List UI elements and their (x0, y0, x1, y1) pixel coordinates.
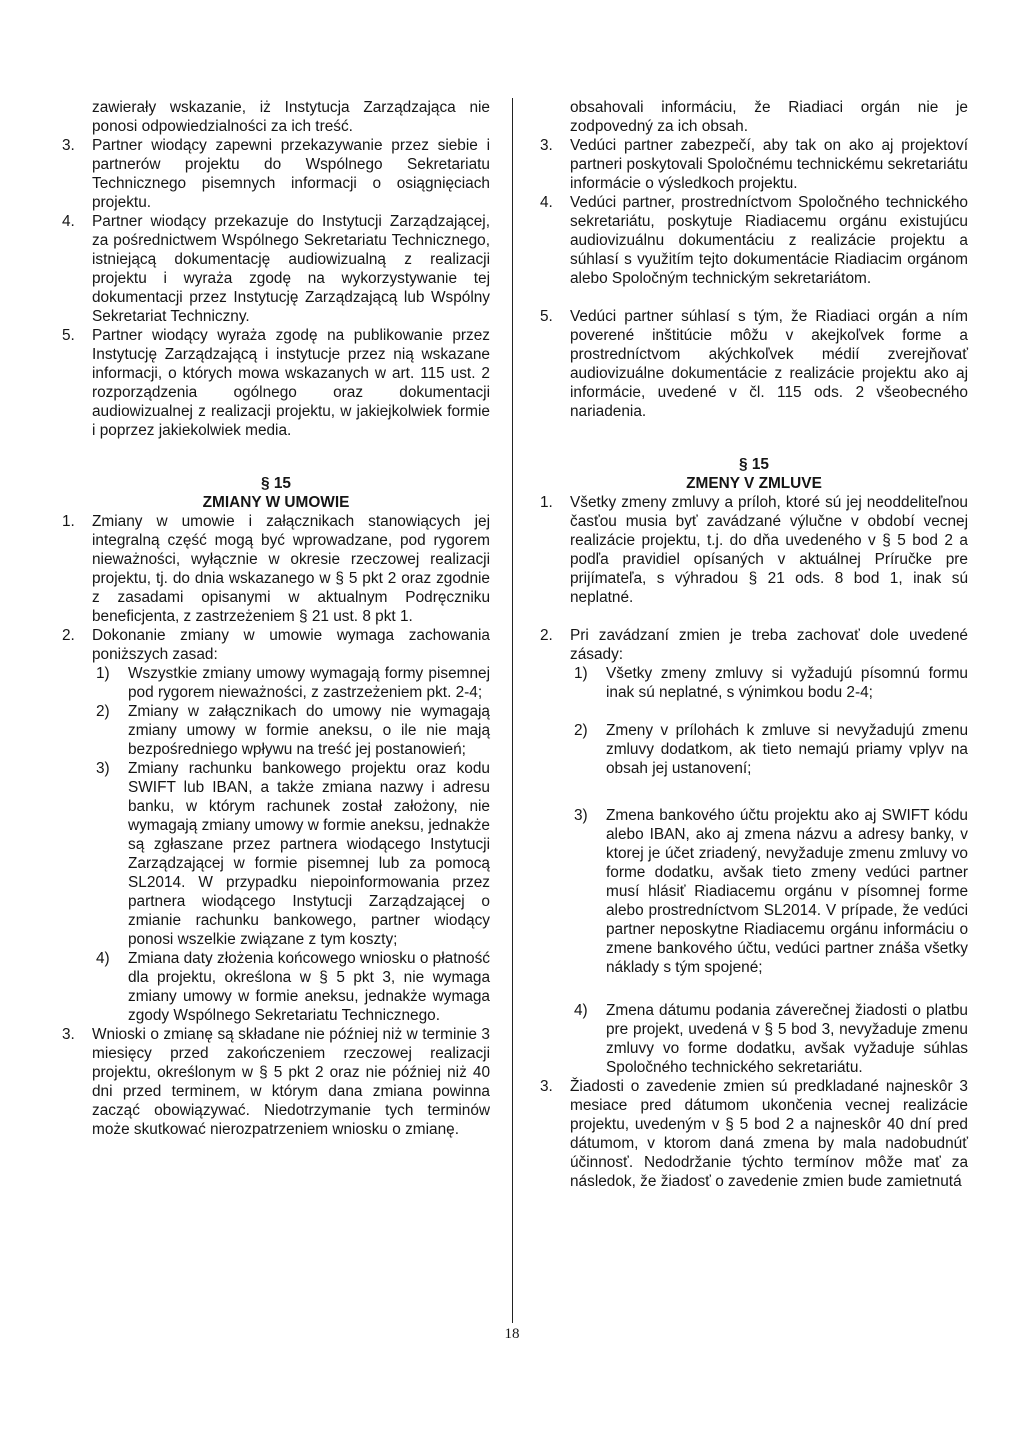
list-item (540, 136, 968, 193)
item-text: Pri zavádzaní zmien je treba zachovať dole uvedené zásady: (570, 627, 968, 663)
section-sign: § 15 (739, 456, 769, 473)
intro-paragraph: obsahovali informáciu, že Riadiaci orgán nie je zodpovedný za ich obsah. (570, 99, 968, 135)
item-text: Partner wiodący wyraża zgodę na publikowanie przez Instytucję Zarządzającą i instytucje przez nią wskazane informacji, o których mowa wskazanych w art. 115 ust. 2 rozporządzenia ogólnego oraz dokumentacji audiowizualnej z realizacji projektu, w jakiejkolwiek formie i poprzez jakiekolwiek media. (92, 327, 490, 439)
item-number: 5. (540, 308, 553, 325)
sub-item (540, 664, 968, 702)
section-sign: § 15 (261, 475, 291, 492)
list-item (62, 512, 490, 626)
sub-item (62, 664, 490, 702)
sub-item (540, 1001, 968, 1077)
sub-item-number: 3) (96, 760, 110, 777)
item-text: Všetky zmeny zmluvy a príloh, ktoré sú jej neoddeliteľnou časťou musia byť zavádzané výlučne v období vecnej realizácie projektu, t.j. do dňa uvedeného v § 5 bod 2 a podľa pravidiel opísaných v aktuálnej Príručke pre prijímateľa, s výhradou § 21 ods. 8 bod 1, inak sú neplatné. (570, 494, 968, 606)
section-title: ZMIANY W UMOWIE (202, 494, 350, 511)
item-number: 5. (62, 327, 75, 344)
list-item (62, 626, 490, 664)
sub-item-number: 1) (574, 665, 588, 682)
sub-item (62, 949, 490, 1025)
item-text: Wnioski o zmianę są składane nie później niż w terminie 3 miesięcy przed zakończeniem rzeczowej realizacji projektu, określonym w § 5 pkt 2 oraz nie później niż 40 dni przed terminem, w którym dana zmiana powinna zacząć obowiązywać. Niedotrzymanie tych terminów może skutkować nierozpatrzeniem wniosku o zmianę. (92, 1026, 490, 1138)
item-number: 4. (62, 213, 75, 230)
item-number: 3. (540, 137, 553, 154)
item-text: Partner wiodący zapewni przekazywanie przez siebie i partnerów projektu do Wspólnego Sekretariatu Technicznego pisemnych informacji o osiągnięciach projektu. (92, 137, 490, 211)
list-item (540, 626, 968, 664)
list-item (540, 193, 968, 288)
item-number: 3. (62, 1026, 75, 1043)
item-text: Žiadosti o zavedenie zmien sú predkladané najneskôr 3 mesiace pred dátumom ukončenia vecnej realizácie projektu, uvedeným v § 5 bod 2 a najneskôr 40 dní pred dátumom, v ktorom daná zmena by mala nadobudnúť účinnosť. Nedodržanie týchto termínov môže mať za následok, že žiadosť o zavedenie zmien bude zamietnutá (570, 1078, 968, 1190)
item-text: Partner wiodący przekazuje do Instytucji Zarządzającej, za pośrednictwem Wspólnego Sekretariatu Technicznego, istniejącą dokumentację audiowizualną z realizacji projektu i wyraża zgodę na wykorzystywanie tej dokumentacji przez Instytucję Zarządzającą lub Wspólny Sekretariat Techniczny. (92, 213, 490, 325)
item-text: Zmiany w umowie i załącznikach stanowiących jej integralną część mogą być wprowadzane, pod rygorem nieważności, wyłącznie w okresie rzeczowej realizacji projektu, tj. do dnia wskazanego w § 5 pkt 2 oraz zgodnie z zasadami opisanymi w aktualnym Podręczniku beneficjenta, z zastrzeżeniem § 21 ust. 8 pkt 1. (92, 513, 490, 625)
sub-item-number: 1) (96, 665, 110, 682)
polish-column (62, 98, 490, 1139)
section-title: ZMENY V ZMLUVE (686, 475, 822, 492)
sub-item-text: Všetky zmeny zmluvy si vyžadujú písomnú formu inak sú neplatné, s výnimkou bodu 2-4; (606, 665, 968, 701)
list-item (62, 1025, 490, 1139)
sub-item-text: Zmiany rachunku bankowego projektu oraz kodu SWIFT lub IBAN, a także zmiana nazwy i adresu banku, w którym rachunek został założony, nie wymagają zmiany umowy w formie aneksu, jednakże są zgłaszane przez partnera wiodącego Instytucji Zarządzającej w formie pisemnej lub za pomocą SL2014. W przypadku niepoinformowania przez partnera wiodącego Instytucji Zarządzającej o zmianie rachunku bankowego, partner wiodący ponosi wszelkie związane z tym koszty; (128, 760, 490, 948)
list-item (540, 307, 968, 421)
list-item (540, 493, 968, 607)
item-text: Dokonanie zmiany w umowie wymaga zachowania poniższych zasad: (92, 627, 490, 663)
list-item (62, 136, 490, 212)
page-number: 18 (504, 1326, 520, 1342)
item-number: 4. (540, 194, 553, 211)
item-text: Vedúci partner súhlasí s tým, že Riadiaci orgán a ním poverené inštitúcie môžu v akejkoľvek forme a prostredníctvom akýchkoľvek médií zverejňovať audiovizuálne dokumentácie z realizácie projektu ako aj informácie, uvedené v čl. 115 ods. 2 všeobecného nariadenia. (570, 308, 968, 420)
item-number: 1. (540, 494, 553, 511)
sub-item (62, 702, 490, 759)
list-item (62, 212, 490, 326)
item-text: Vedúci partner, prostredníctvom Spoločného technického sekretariátu, poskytuje Riadiacemu orgánu existujúcu audiovizuálnu dokumentáciu z realizácie projektu a súhlasí s využitím tejto dokumentácie Riadiacim orgánom alebo Spoločným technickým sekretariátom. (570, 194, 968, 287)
column-divider (512, 98, 513, 1323)
item-text: Vedúci partner zabezpečí, aby tak on ako aj projektoví partneri poskytovali Spoločnému technickému sekretariátu informácie o výsledkoch projektu. (570, 137, 968, 192)
item-number: 2. (540, 627, 553, 644)
sub-item (62, 759, 490, 949)
sub-item-number: 4) (574, 1002, 588, 1019)
list-item (62, 326, 490, 440)
sub-item (540, 721, 968, 778)
slovak-column (540, 98, 968, 1191)
sub-item-number: 2) (574, 722, 588, 739)
sub-item-number: 3) (574, 807, 588, 824)
sub-item-text: Zmena bankového účtu projektu ako aj SWIFT kódu alebo IBAN, ako aj zmena názvu a adresy banky, v ktorej je účet zriadený, nevyžaduje zmenu zmluvy vo forme dodatku, avšak tieto zmeny vedúci partner musí hlásiť Riadiacemu orgánu v písomnej forme alebo prostredníctvom SL2014. V prípade, že vedúci partner neposkytne Riadiacemu orgánu informáciu o zmene bankového účtu, vedúci partner znáša všetky náklady s tým spojené; (606, 807, 968, 976)
sub-item-text: Zmiana daty złożenia końcowego wniosku o płatność dla projektu, określona w § 5 pkt 3, nie wymaga zmiany umowy w formie aneksu, jednakże wymaga zgody Wspólnego Sekretariatu Technicznego. (128, 950, 490, 1024)
item-number: 1. (62, 513, 75, 530)
item-number: 3. (62, 137, 75, 154)
sub-item (540, 806, 968, 977)
item-number: 2. (62, 627, 75, 644)
sub-item-text: Zmeny v prílohách k zmluve si nevyžadujú zmenu zmluvy dodatkom, ak tieto nemajú priamy vplyv na obsah jej ustanovení; (606, 722, 968, 777)
list-item (540, 1077, 968, 1191)
sub-item-text: Zmena dátumu podania záverečnej žiadosti o platbu pre projekt, uvedená v § 5 bod 3, nevyžaduje zmenu zmluvy vo forme dodatku, avšak vyžaduje súhlas Spoločného technického sekretariátu. (606, 1002, 968, 1076)
sub-item-text: Wszystkie zmiany umowy wymagają formy pisemnej pod rygorem nieważności, z zastrzeżeniem pkt. 2-4; (128, 665, 490, 701)
sub-item-text: Zmiany w załącznikach do umowy nie wymagają zmiany umowy w formie aneksu, o ile nie mają bezpośredniego wpływu na treść jej postanowień; (128, 703, 490, 758)
item-number: 3. (540, 1078, 553, 1095)
sub-item-number: 4) (96, 950, 110, 967)
intro-paragraph: zawierały wskazanie, iż Instytucja Zarządzająca nie ponosi odpowiedzialności za ich treść. (92, 99, 490, 135)
sub-item-number: 2) (96, 703, 110, 720)
